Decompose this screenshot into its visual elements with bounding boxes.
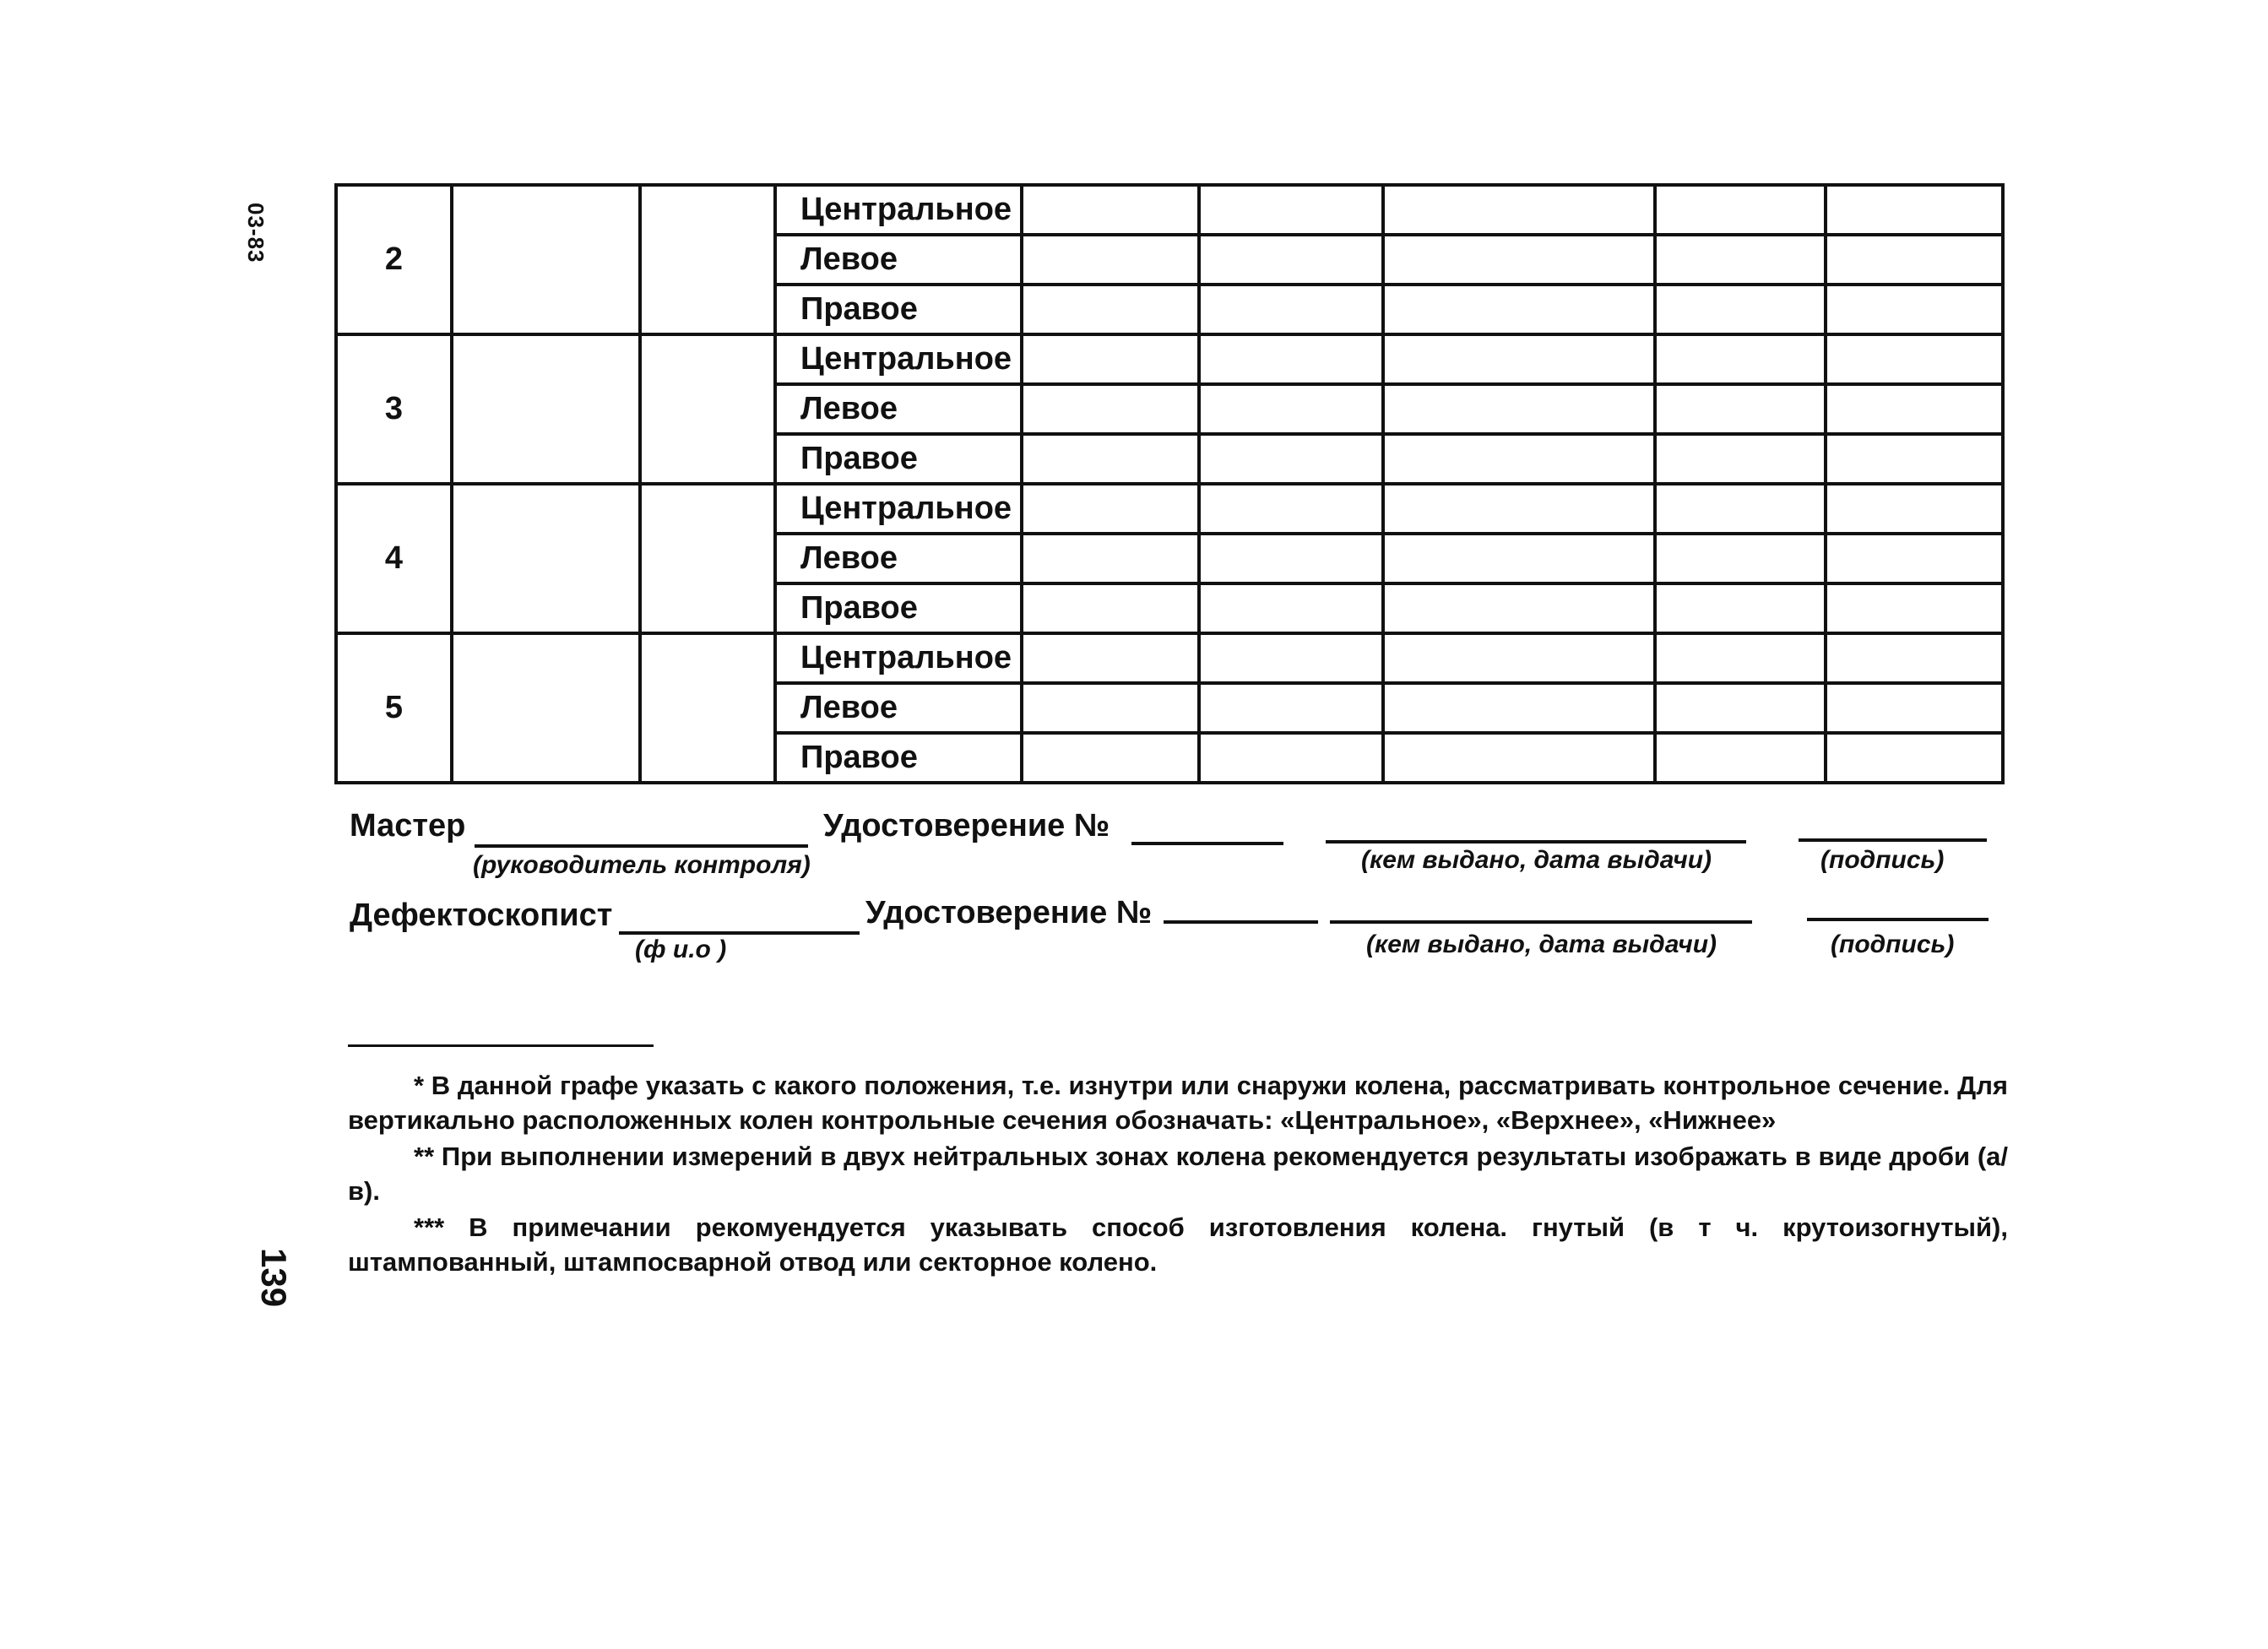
section-label: Правое — [775, 583, 1022, 633]
input-cell[interactable] — [1199, 583, 1383, 633]
input-cell[interactable] — [1826, 683, 2003, 733]
section-label: Центральное — [775, 185, 1022, 235]
input-cell[interactable] — [1655, 285, 1826, 334]
input-cell[interactable] — [1199, 534, 1383, 583]
input-cell[interactable] — [1022, 534, 1199, 583]
input-cell[interactable] — [640, 334, 775, 484]
section-label: Центральное — [775, 633, 1022, 683]
certificate-number-line-1[interactable] — [1131, 842, 1283, 845]
input-cell[interactable] — [1826, 583, 2003, 633]
input-cell[interactable] — [1199, 285, 1383, 334]
table-row — [336, 484, 2003, 534]
input-cell[interactable] — [1022, 384, 1199, 434]
input-cell[interactable] — [640, 484, 775, 633]
inspection-table — [334, 183, 2005, 784]
input-cell[interactable] — [1383, 534, 1655, 583]
issued-line-2[interactable] — [1330, 920, 1752, 924]
input-cell[interactable] — [1655, 733, 1826, 783]
input-cell[interactable] — [1826, 633, 2003, 683]
table-row — [336, 633, 2003, 683]
input-cell[interactable] — [1022, 285, 1199, 334]
input-cell[interactable] — [1199, 334, 1383, 384]
issued-caption-1: (кем выдано, дата выдачи) — [1361, 846, 1712, 874]
input-cell[interactable] — [1022, 733, 1199, 783]
footnote-2: ** При выполнении измерений в двух нейтральных зонах колена рекомендуется результаты изображать в виде дроби (а/в). — [348, 1142, 2008, 1206]
input-cell[interactable] — [1022, 633, 1199, 683]
input-cell[interactable] — [1655, 484, 1826, 534]
signature-line-2[interactable] — [1807, 918, 1989, 921]
input-cell[interactable] — [1826, 384, 2003, 434]
master-label: Мастер — [350, 808, 466, 843]
input-cell[interactable] — [1022, 334, 1199, 384]
input-cell[interactable] — [1022, 185, 1199, 235]
footnote-3: *** В примечании рекомуендуется указывать способ изготовления колена. гнутый (в т ч. крутоизогнутый), штампованный, штампосварной отвод или секторное колено. — [348, 1212, 2008, 1277]
input-cell[interactable] — [1022, 583, 1199, 633]
table-row — [336, 185, 2003, 235]
input-cell[interactable] — [1655, 683, 1826, 733]
input-cell[interactable] — [1383, 185, 1655, 235]
row-number: 5 — [336, 633, 452, 783]
certificate-label-2: Удостоверение № — [865, 895, 1153, 930]
input-cell[interactable] — [1022, 683, 1199, 733]
input-cell[interactable] — [1655, 583, 1826, 633]
defectoscopist-caption: (ф и.о ) — [635, 936, 727, 963]
input-cell[interactable] — [640, 633, 775, 783]
section-label: Центральное — [775, 484, 1022, 534]
section-label: Левое — [775, 683, 1022, 733]
input-cell[interactable] — [1383, 683, 1655, 733]
input-cell[interactable] — [1826, 285, 2003, 334]
input-cell[interactable] — [452, 185, 640, 334]
input-cell[interactable] — [1022, 434, 1199, 484]
input-cell[interactable] — [1383, 733, 1655, 783]
section-label: Левое — [775, 235, 1022, 285]
section-label: Правое — [775, 733, 1022, 783]
document-code: 03-83 — [243, 203, 269, 263]
input-cell[interactable] — [1655, 334, 1826, 384]
input-cell[interactable] — [1383, 334, 1655, 384]
table-body — [336, 185, 2003, 783]
input-cell[interactable] — [1655, 633, 1826, 683]
input-cell[interactable] — [1826, 733, 2003, 783]
input-cell[interactable] — [1383, 384, 1655, 434]
input-cell[interactable] — [1826, 334, 2003, 384]
input-cell[interactable] — [1655, 534, 1826, 583]
input-cell[interactable] — [1383, 583, 1655, 633]
row-number: 4 — [336, 484, 452, 633]
input-cell[interactable] — [1826, 185, 2003, 235]
input-cell[interactable] — [452, 484, 640, 633]
footnote-separator — [348, 1044, 654, 1047]
input-cell[interactable] — [452, 334, 640, 484]
section-label: Центральное — [775, 334, 1022, 384]
certificate-label-1: Удостоверение № — [823, 808, 1110, 843]
input-cell[interactable] — [1383, 484, 1655, 534]
section-label: Правое — [775, 434, 1022, 484]
section-label: Левое — [775, 534, 1022, 583]
row-number: 2 — [336, 185, 452, 334]
input-cell[interactable] — [1826, 534, 2003, 583]
input-cell[interactable] — [1655, 185, 1826, 235]
defectoscopist-name-line[interactable] — [619, 931, 860, 935]
master-caption: (руководитель контроля) — [473, 851, 811, 879]
input-cell[interactable] — [1655, 434, 1826, 484]
input-cell[interactable] — [1199, 185, 1383, 235]
issued-line-1[interactable] — [1326, 840, 1746, 843]
input-cell[interactable] — [1022, 235, 1199, 285]
input-cell[interactable] — [1199, 384, 1383, 434]
input-cell[interactable] — [1383, 285, 1655, 334]
signature-line-1[interactable] — [1799, 838, 1987, 842]
defectoscopist-label: Дефектоскопист — [350, 898, 613, 933]
footnote-1: * В данной графе указать с какого положения, т.е. изнутри или снаружи колена, рассматривать контрольное сечение. Для вертикально расположенных колен контрольные сечения обозначать: «Центральное», «Верхнее», «Нижнее» — [348, 1071, 2008, 1135]
input-cell[interactable] — [640, 185, 775, 334]
signature-caption-2: (подпись) — [1831, 930, 1955, 958]
issued-caption-2: (кем выдано, дата выдачи) — [1366, 930, 1717, 958]
input-cell[interactable] — [1199, 434, 1383, 484]
input-cell[interactable] — [1655, 384, 1826, 434]
master-name-line[interactable] — [475, 844, 808, 848]
input-cell[interactable] — [1383, 434, 1655, 484]
input-cell[interactable] — [1199, 633, 1383, 683]
input-cell[interactable] — [1826, 235, 2003, 285]
input-cell[interactable] — [1199, 484, 1383, 534]
input-cell[interactable] — [1022, 484, 1199, 534]
signature-caption-1: (подпись) — [1820, 846, 1945, 874]
page-number: 139 — [254, 1248, 294, 1308]
section-label: Правое — [775, 285, 1022, 334]
certificate-number-line-2[interactable] — [1164, 920, 1318, 924]
input-cell[interactable] — [452, 633, 640, 783]
input-cell[interactable] — [1655, 235, 1826, 285]
section-label: Левое — [775, 384, 1022, 434]
input-cell[interactable] — [1199, 733, 1383, 783]
input-cell[interactable] — [1383, 633, 1655, 683]
input-cell[interactable] — [1199, 235, 1383, 285]
table-row — [336, 334, 2003, 384]
row-number: 3 — [336, 334, 452, 484]
input-cell[interactable] — [1199, 683, 1383, 733]
input-cell[interactable] — [1826, 484, 2003, 534]
input-cell[interactable] — [1383, 235, 1655, 285]
input-cell[interactable] — [1826, 434, 2003, 484]
